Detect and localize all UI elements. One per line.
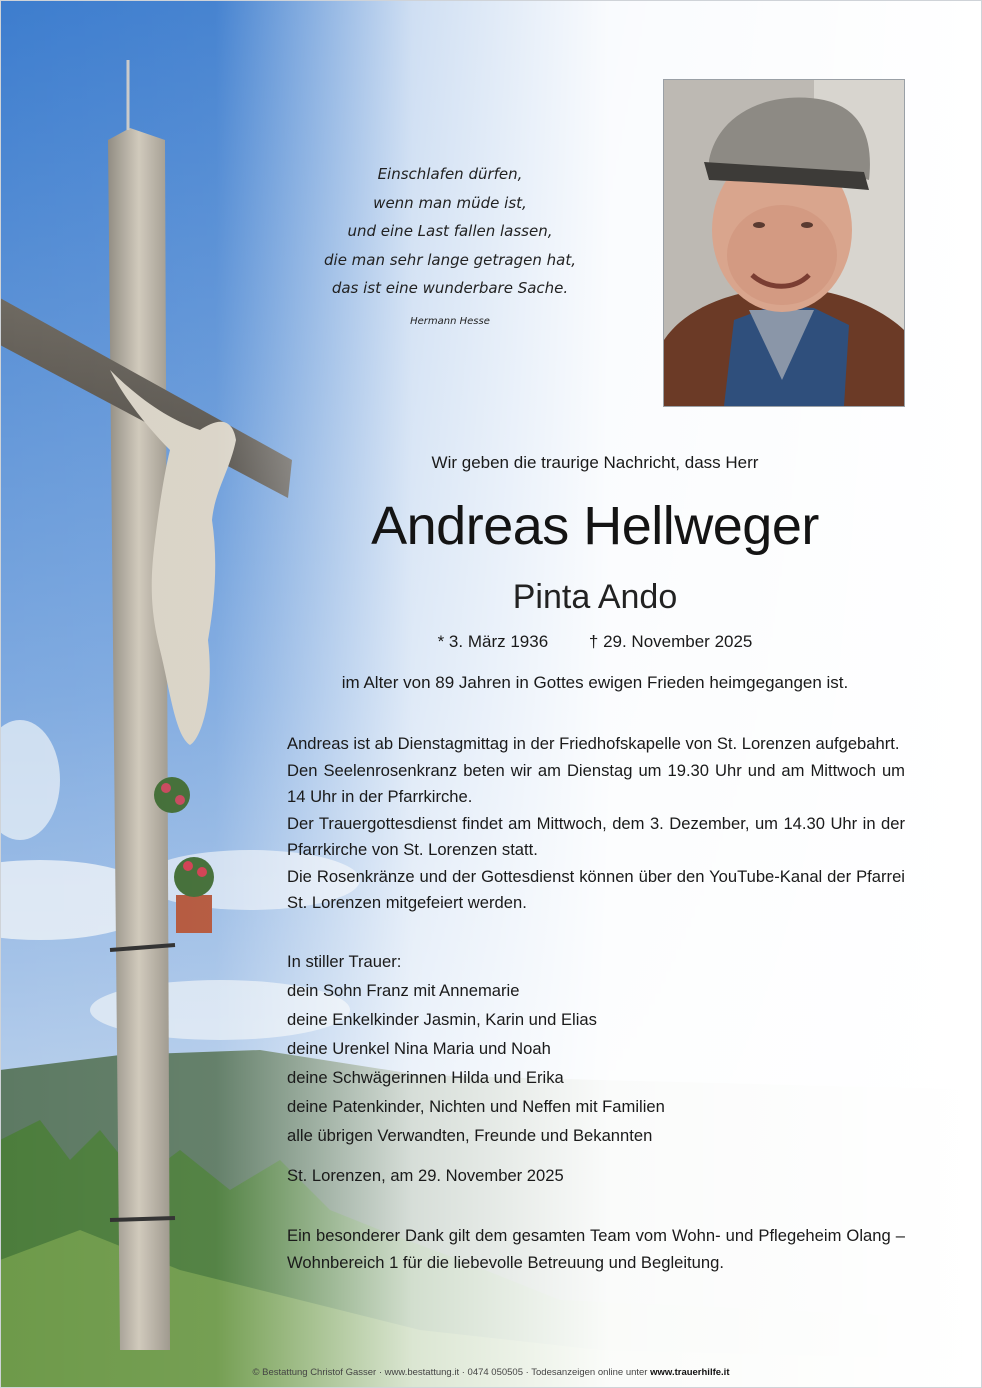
mourner-line: dein Sohn Franz mit Annemarie — [287, 981, 520, 1000]
portrait-photo — [663, 79, 905, 407]
mourner-line: alle übrigen Verwandten, Freunde und Bekannten — [287, 1126, 653, 1145]
mourner-line: deine Schwägerinnen Hilda und Erika — [287, 1068, 564, 1087]
poem-line: die man sehr lange getragen hat, — [324, 250, 576, 269]
thanks-text: Ein besonderer Dank gilt dem gesamten Team vom Wohn- und Pflegeheim Olang – Wohnbereich 1 für die liebevolle Betreuung und Begleitung. — [287, 1226, 905, 1272]
footer — [0, 1367, 982, 1378]
info-paragraph: Die Rosenkränze und der Gottesdienst können über den YouTube-Kanal der Pfarrei St. Lorenzen mitgefeiert werden. — [287, 866, 905, 912]
info-paragraph: Der Trauergottesdienst findet am Mittwoch, dem 3. Dezember, um 14.30 Uhr in der Pfarrkirche von St. Lorenzen statt. — [287, 813, 905, 859]
footer-site-link[interactable]: www.trauerhilfe.it — [650, 1367, 730, 1378]
footer-text: © Bestattung Christof Gasser · www.bestattung.it · 0474 050505 · Todesanzeigen online unter — [252, 1367, 651, 1378]
poem-line: das ist eine wunderbare Sache. — [331, 279, 569, 297]
funeral-info — [287, 731, 905, 917]
poem-line: wenn man müde ist, — [373, 193, 527, 212]
death-date: † 29. November 2025 — [588, 632, 753, 651]
age-text: im Alter von 89 Jahren in Gottes ewigen Frieden heimgegangen ist. — [341, 673, 849, 692]
life-dates — [240, 632, 950, 652]
poem-line: Einschlafen dürfen, — [377, 165, 523, 183]
info-paragraph: Den Seelenrosenkranz beten wir am Dienstag um 19.30 Uhr und am Mittwoch um 14 Uhr in der Pfarrkirche. — [287, 760, 905, 806]
poem-line: und eine Last fallen lassen, — [347, 222, 553, 240]
mourner-line: deine Enkelkinder Jasmin, Karin und Elias — [287, 1010, 597, 1029]
poem — [270, 160, 630, 329]
place-date: St. Lorenzen, am 29. November 2025 — [287, 1166, 564, 1185]
intro-text: Wir geben die traurige Nachricht, dass Herr — [431, 453, 759, 472]
mourners-list — [287, 947, 905, 1150]
mourner-line: deine Urenkel Nina Maria und Noah — [287, 1039, 551, 1058]
birth-date: * 3. März 1936 — [437, 632, 549, 651]
poem-author: Hermann Hesse — [410, 315, 490, 327]
nickname: Pinta Ando — [512, 578, 678, 616]
mourners-heading: In stiller Trauer: — [287, 952, 402, 971]
info-paragraph: Andreas ist ab Dienstagmittag in der Friedhofskapelle von St. Lorenzen aufgebahrt. — [287, 734, 900, 753]
mourner-line: deine Patenkinder, Nichten und Neffen mit Familien — [287, 1097, 665, 1116]
deceased-name: Andreas Hellweger — [371, 496, 819, 556]
